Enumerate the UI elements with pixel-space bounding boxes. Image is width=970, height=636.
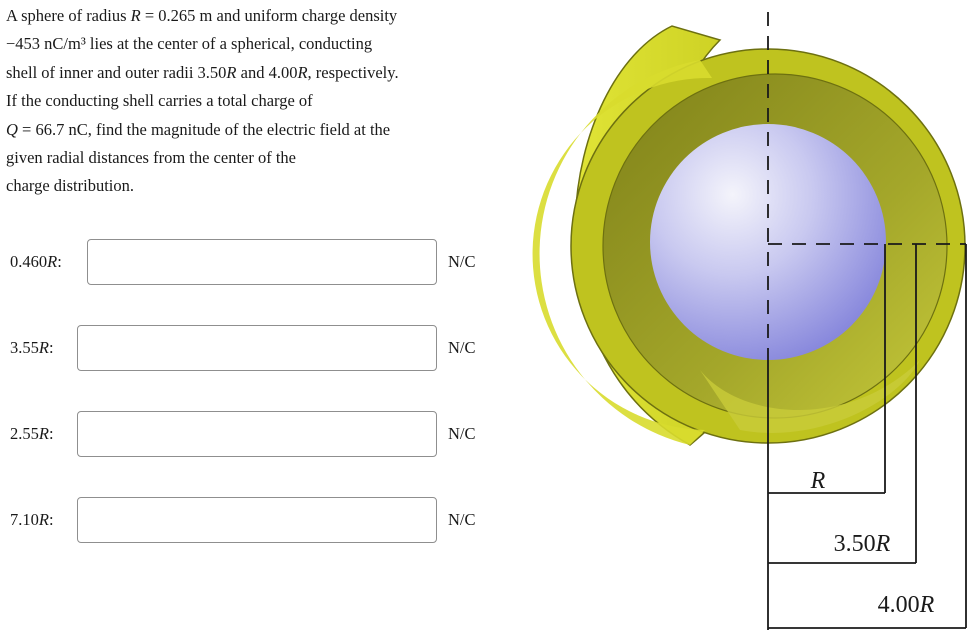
label-inner-radius: 3.50R (833, 531, 891, 557)
problem-line: Q = 66.7 nC, find the magnitude of the electric field at the (6, 119, 391, 139)
problem-line: −453 nC/m³ lies at the center of a spherical, conducting (6, 34, 373, 54)
label-R: R (810, 468, 826, 494)
problem-line: charge distribution. (6, 176, 135, 196)
distance-label-1: 0.460R: (10, 252, 62, 271)
distance-label-2: 3.55R: (10, 338, 54, 357)
problem-line: A sphere of radius R = 0.265 m and uniform charge density (6, 6, 398, 25)
problem-line: shell of inner and outer radii 3.50R and 4.00R, respectively. (6, 62, 399, 82)
distance-label-4: 7.10R: (10, 510, 54, 529)
unit-label-2: N/C (448, 338, 476, 357)
problem-line: given radial distances from the center of the (6, 148, 297, 168)
unit-label-4: N/C (448, 510, 476, 529)
unit-label-3: N/C (448, 424, 476, 443)
distance-label-3: 2.55R: (10, 424, 54, 443)
label-outer-radius: 4.00R (877, 592, 935, 618)
problem-line: If the conducting shell carries a total charge of (6, 91, 313, 111)
unit-label-1: N/C (448, 252, 476, 271)
